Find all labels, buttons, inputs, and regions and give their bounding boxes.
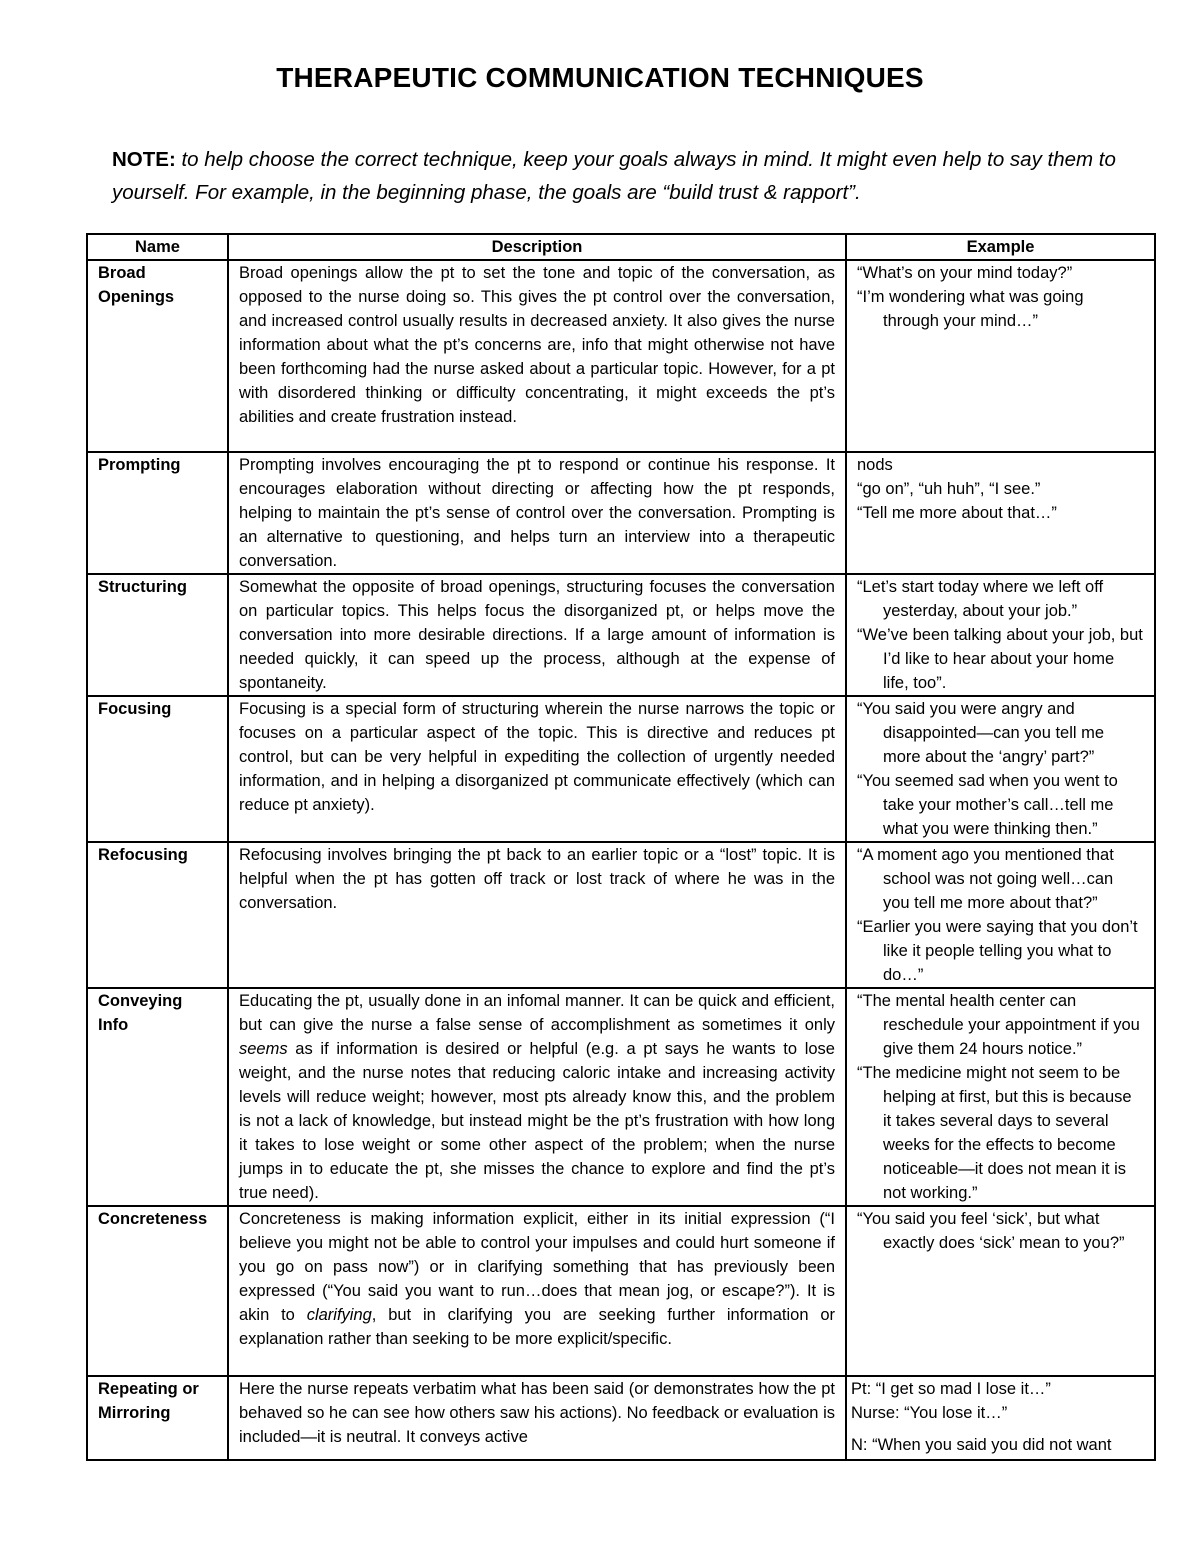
note-label: NOTE: xyxy=(112,148,176,171)
technique-name: Structuring xyxy=(87,574,228,696)
description-text: , but in clarifying you are seeking further information or explanation rather than seeking to be more explicit/specific. xyxy=(239,1306,836,1348)
header-example: Example xyxy=(846,234,1155,260)
example-quote: “Let’s start today where we left off yesterday, about your job.” xyxy=(857,578,1104,620)
technique-name: Prompting xyxy=(87,452,228,574)
example-quote: Nurse: “You lose it…” xyxy=(851,1404,1008,1422)
description-emphasis: clarifying xyxy=(306,1306,372,1324)
technique-description: Prompting involves encouraging the pt to respond or continue his response. It encourages elaboration without directing or affecting how the pt responds, helping to maintain the pt’s sense of control over the conversation. Prompting is an alternative to questioning, and helps turn an interview into a therapeutic conversation. xyxy=(228,452,846,574)
techniques-table xyxy=(86,233,1156,1461)
page-title: THERAPEUTIC COMMUNICATION TECHNIQUES xyxy=(276,62,924,93)
technique-examples xyxy=(846,842,1155,988)
technique-name: Concreteness xyxy=(87,1206,228,1376)
technique-examples xyxy=(846,988,1155,1206)
example-quote: N: “When you said you did not want xyxy=(851,1436,1112,1454)
table-header-row xyxy=(87,234,1155,260)
example-quote: “Earlier you were saying that you don’t like it people telling you what to do…” xyxy=(857,918,1138,984)
example-quote: “What’s on your mind today?” xyxy=(857,264,1073,282)
technique-name: Broad Openings xyxy=(87,260,228,452)
example-quote: “We’ve been talking about your job, but I’d like to hear about your home life, too”. xyxy=(857,626,1143,692)
table-row xyxy=(87,574,1155,696)
header-name: Name xyxy=(87,234,228,260)
technique-description: Refocusing involves bringing the pt back to an earlier topic or a “lost” topic. It is helpful when the pt has gotten off track or lost track of where he was in the conversation. xyxy=(228,842,846,988)
technique-examples xyxy=(846,574,1155,696)
technique-name: Refocusing xyxy=(87,842,228,988)
header-description: Description xyxy=(228,234,846,260)
table-row xyxy=(87,1206,1155,1376)
example-quote: “The mental health center can reschedule your appointment if you give them 24 hours notice.” xyxy=(857,992,1140,1058)
technique-description: Here the nurse repeats verbatim what has been said (or demonstrates how the pt behaved so he can see how others saw his actions). No feedback or evaluation is included—it is neutral. It conveys active xyxy=(228,1376,846,1460)
description-emphasis: seems xyxy=(239,1040,288,1058)
table-row xyxy=(87,1376,1155,1460)
example-quote: “I’m wondering what was going through your mind…” xyxy=(857,288,1084,330)
example-quote: nods xyxy=(857,456,893,474)
description-text: as if information is desired or helpful (e.g. a pt says he wants to lose weight, and the nurse notes that reducing caloric intake and increasing activity levels will reduce weight; however, most pts already know this, and the problem is not a lack of knowledge, but instead might be the pt’s frustration with how long it takes to lose weight or some other aspect of the problem; when the nurse jumps in to educate the pt, she misses the chance to explore and find the pt’s true need). xyxy=(239,1040,835,1202)
example-quote: “You said you were angry and disappointed—can you tell me more about the ‘angry’ part?” xyxy=(857,700,1105,766)
technique-examples xyxy=(846,1206,1155,1376)
technique-name: Conveying Info xyxy=(87,988,228,1206)
technique-description xyxy=(228,1206,846,1376)
example-quote: “The medicine might not seem to be helping at first, but this is because it takes several days to several weeks for the effects to become noticeable—it does not mean it is not working.” xyxy=(857,1064,1132,1202)
technique-examples xyxy=(846,452,1155,574)
description-text: Educating the pt, usually done in an infomal manner. It can be quick and efficient, but can give the nurse a false sense of accomplishment as sometimes it only xyxy=(239,992,835,1034)
technique-description: Broad openings allow the pt to set the tone and topic of the conversation, as opposed to the nurse doing so. This gives the pt control over the conversation, and increased control usually results in decreased anxiety. It also gives the nurse information about what the pt’s concerns are, info that might otherwise not have been forthcoming had the nurse asked about a particular topic. However, for a pt with disordered thinking or difficulty concentrating, it might exceeds the pt’s abilities and create frustration instead. xyxy=(228,260,846,452)
note-paragraph xyxy=(112,143,1142,209)
technique-examples xyxy=(846,1376,1155,1460)
technique-name: Focusing xyxy=(87,696,228,842)
note-text: to help choose the correct technique, keep your goals always in mind. It might even help to say them to yourself. For example, in the beginning phase, the goals are “build trust & rapport”. xyxy=(112,148,1116,204)
technique-description: Focusing is a special form of structuring wherein the nurse narrows the topic or focuses on a particular aspect of the topic. This is directive and reduces pt control, but can be very helpful in expediting the collection of urgently needed information, and in helping a disorganized pt communicate effectively (which can reduce pt anxiety). xyxy=(228,696,846,842)
example-quote: “You said you feel ‘sick’, but what exactly does ‘sick’ mean to you?” xyxy=(857,1210,1125,1252)
technique-description xyxy=(228,988,846,1206)
technique-name: Repeating or Mirroring xyxy=(87,1376,228,1460)
example-quote: “A moment ago you mentioned that school was not going well…can you tell me more about that?” xyxy=(857,846,1114,912)
example-quote: “You seemed sad when you went to take your mother’s call…tell me what you were thinking then.” xyxy=(857,772,1118,838)
technique-examples xyxy=(846,260,1155,452)
technique-examples xyxy=(846,696,1155,842)
example-quote: “go on”, “uh huh”, “I see.” xyxy=(857,480,1041,498)
table-row xyxy=(87,260,1155,452)
table-row xyxy=(87,842,1155,988)
description-text: Concreteness is making information explicit, either in its initial expression (“I believe you might not be able to control your impulses and could hurt someone if you go on pass now”) or in clarifying something that has previously been expressed (“You said you want to run…does that mean jog, or escape?”). It is akin to xyxy=(239,1210,835,1324)
example-quote: “Tell me more about that…” xyxy=(857,504,1057,522)
technique-description: Somewhat the opposite of broad openings, structuring focuses the conversation on particular topics. This helps focus the disorganized pt, or helps move the conversation into more desirable directions. If a large amount of information is needed quickly, it can speed up the process, although at the expense of spontaneity. xyxy=(228,574,846,696)
table-row xyxy=(87,452,1155,574)
table-row xyxy=(87,988,1155,1206)
table-row xyxy=(87,696,1155,842)
example-quote: Pt: “I get so mad I lose it…” xyxy=(851,1380,1051,1398)
